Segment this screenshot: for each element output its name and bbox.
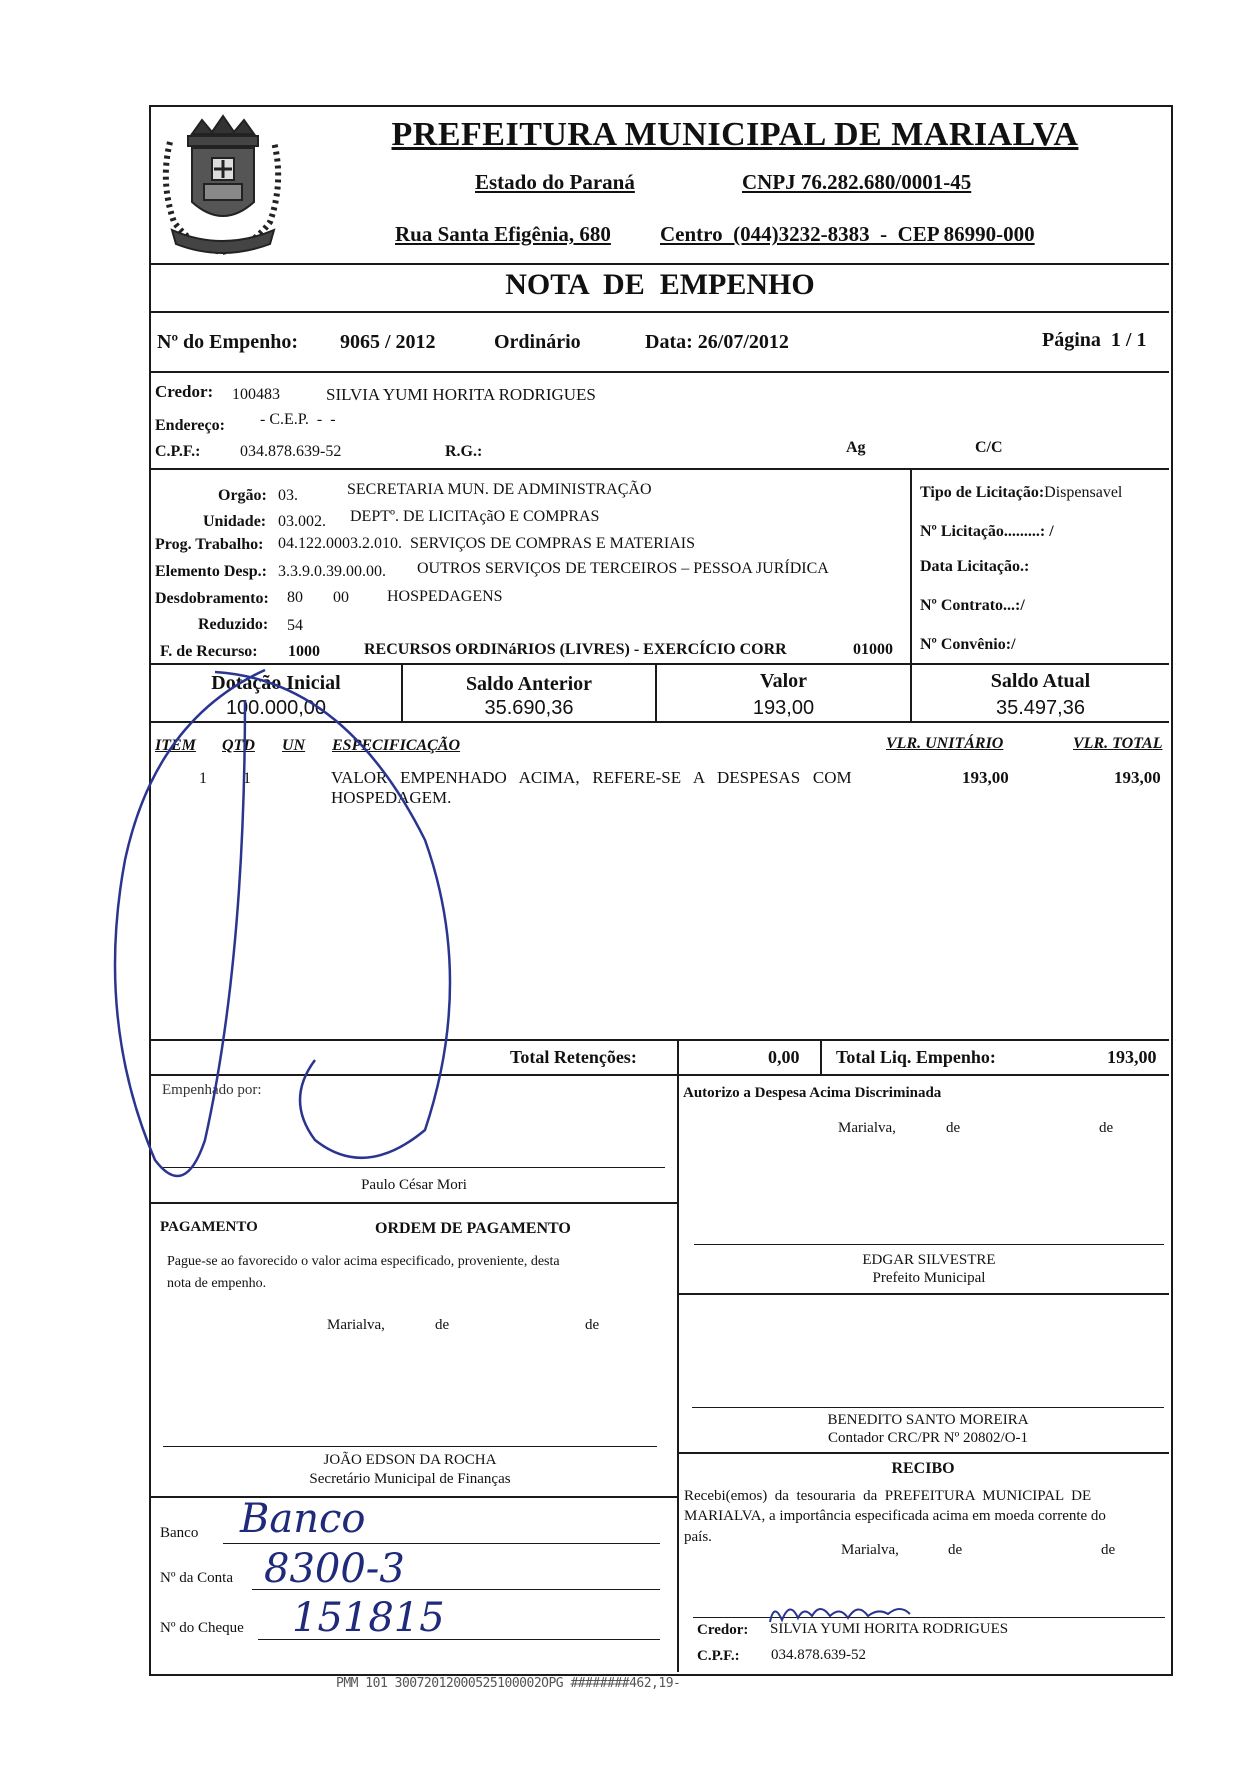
recurso-num: 01000 xyxy=(853,641,893,658)
empenho-number-label: Nº do Empenho: xyxy=(157,331,299,353)
secretario-cargo: Secretário Municipal de Finanças xyxy=(309,1471,511,1487)
elemento-code: 3.3.9.0.39.00.00. xyxy=(278,563,386,580)
col-qtd: QTD xyxy=(222,737,255,754)
col-item: ITEM xyxy=(155,737,196,754)
desdobramento-b: 00 xyxy=(333,589,349,606)
total-retencoes-label: Total Retenções: xyxy=(510,1047,637,1067)
header-title: PREFEITURA MUNICIPAL DE MARIALVA xyxy=(391,116,1079,153)
orgao-label: Orgão: xyxy=(218,487,267,504)
data-licitacao: Data Licitação.: xyxy=(920,558,1030,575)
total-liq-label: Total Liq. Empenho: xyxy=(836,1047,996,1067)
col-un: UN xyxy=(282,737,306,754)
tipo-licitacao-value: Dispensavel xyxy=(1044,484,1123,501)
desdobramento-label: Desdobramento: xyxy=(155,590,269,607)
recibo-title: RECIBO xyxy=(891,1460,955,1477)
item-number: 1 xyxy=(199,770,207,787)
recibo-cpf-label: C.P.F.: xyxy=(697,1648,740,1664)
ordem-pagamento-label: ORDEM DE PAGAMENTO xyxy=(375,1220,571,1237)
empenhado-nome: Paulo César Mori xyxy=(361,1177,467,1193)
col-vlr-total: VLR. TOTAL xyxy=(1073,735,1163,752)
recurso-label: F. de Recurso: xyxy=(160,643,258,660)
saldo-atual-label: Saldo Atual xyxy=(990,670,1091,692)
cpf-value: 034.878.639-52 xyxy=(240,443,342,460)
col-especificacao: ESPECIFICAÇÃO xyxy=(332,737,461,754)
recibo-cpf: 034.878.639-52 xyxy=(771,1647,866,1663)
pagamento-de-b: de xyxy=(585,1317,600,1333)
unidade-name: DEPTº. DE LICITAçãO E COMPRAS xyxy=(350,508,600,525)
autorizo-city: Marialva, xyxy=(838,1120,896,1136)
prog-value: 04.122.0003.2.010. SERVIÇOS DE COMPRAS E MATERIAIS xyxy=(278,535,695,552)
contador-cargo: Contador CRC/PR Nº 20802/O-1 xyxy=(827,1430,1029,1446)
recibo-de: de xyxy=(948,1542,963,1558)
ag-label: Ag xyxy=(846,439,866,456)
page-number: Página 1 / 1 xyxy=(1042,329,1147,351)
prefeito-nome: EDGAR SILVESTRE xyxy=(862,1252,996,1268)
conta-label: Nº da Conta xyxy=(160,1570,233,1586)
credor-label: Credor: xyxy=(155,382,214,401)
pagamento-text-line2: nota de empenho. xyxy=(167,1276,267,1291)
empenho-number: 9065 / 2012 xyxy=(340,331,436,353)
valor-value: 193,00 xyxy=(752,697,815,719)
pagamento-text-line1: Pague-se ao favorecido o valor acima especificado, proveniente, desta xyxy=(167,1254,560,1269)
item-row xyxy=(151,765,1169,825)
credor-code: 100483 xyxy=(232,386,280,403)
recurso-code: 1000 xyxy=(288,643,320,660)
reduzido-label: Reduzido: xyxy=(198,616,269,633)
pagamento-city: Marialva, xyxy=(327,1317,385,1333)
dotacao-inicial-value: 100.000,00 xyxy=(225,697,327,719)
cheque-handwritten: 151815 xyxy=(292,1595,445,1641)
tipo-licitacao xyxy=(920,484,1122,502)
desdobramento-a: 80 xyxy=(287,589,303,606)
item-description-line2: HOSPEDAGEM. xyxy=(331,788,452,807)
pagamento-label: PAGAMENTO xyxy=(160,1219,258,1235)
cep: - C.E.P. - - xyxy=(260,411,336,428)
receiver-signature xyxy=(760,1592,980,1632)
prog-label: Prog. Trabalho: xyxy=(155,536,264,553)
rg-label: R.G.: xyxy=(445,443,483,460)
item-description-line1: VALOR EMPENHADO ACIMA, REFERE-SE A DESPESAS COM xyxy=(331,768,852,787)
recibo-line1: Recebi(emos) da tesouraria da PREFEITURA MUNICIPAL DE xyxy=(684,1488,1092,1504)
recibo-city: Marialva, xyxy=(841,1542,899,1558)
footer-code: PMM 101 30072012000525100002OPG ########462,19- xyxy=(336,1676,681,1691)
item-unit-value: 193,00 xyxy=(962,768,1009,787)
header-address: Rua Santa Efigênia, 680 xyxy=(395,222,611,246)
item-qtd: 1 xyxy=(243,770,251,787)
conta-handwritten: 8300-3 xyxy=(264,1546,405,1592)
orgao-name: SECRETARIA MUN. DE ADMINISTRAÇÃO xyxy=(347,481,652,498)
recibo-line2: MARIALVA, a importância especificada acima em moeda corrente do xyxy=(684,1508,1106,1524)
unidade-code: 03.002. xyxy=(278,513,326,530)
recibo-credor-nome: SILVIA YUMI HORITA RODRIGUES xyxy=(770,1621,1009,1637)
empenhado-label: Empenhado por: xyxy=(162,1082,262,1098)
saldo-anterior-value: 35.690,36 xyxy=(484,697,574,719)
recibo-de-b: de xyxy=(1101,1542,1116,1558)
item-total-value: 193,00 xyxy=(1114,768,1161,787)
total-retencoes-value: 0,00 xyxy=(768,1047,800,1067)
header-contact: Centro (044)3232-8383 - CEP 86990-000 xyxy=(660,222,1035,246)
recibo-line3: país. xyxy=(684,1529,712,1545)
saldo-anterior-label: Saldo Anterior xyxy=(465,673,593,695)
contador-nome: BENEDITO SANTO MOREIRA xyxy=(827,1412,1029,1428)
empenho-date: Data: 26/07/2012 xyxy=(645,331,789,353)
tipo-licitacao-label: Tipo de Licitação: xyxy=(920,484,1045,501)
elemento-name: OUTROS SERVIÇOS DE TERCEIROS – PESSOA JURÍDICA xyxy=(417,560,829,577)
secretario-nome: JOÃO EDSON DA ROCHA xyxy=(323,1452,497,1468)
numero-contrato: Nº Contrato...:/ xyxy=(920,597,1025,614)
pagamento-de: de xyxy=(435,1317,450,1333)
credor-name: SILVIA YUMI HORITA RODRIGUES xyxy=(326,385,596,404)
reduzido-value: 54 xyxy=(287,617,303,634)
desdobramento-name: HOSPEDAGENS xyxy=(387,588,503,605)
header-cnpj: CNPJ 76.282.680/0001-45 xyxy=(742,170,972,194)
numero-convenio: Nº Convênio:/ xyxy=(920,636,1016,653)
valor-label: Valor xyxy=(759,670,808,692)
banco-label: Banco xyxy=(160,1525,199,1541)
cheque-label: Nº do Cheque xyxy=(160,1620,244,1636)
autorizo-de-b: de xyxy=(1099,1120,1114,1136)
elemento-label: Elemento Desp.: xyxy=(155,563,267,580)
autorizo-de: de xyxy=(946,1120,961,1136)
banco-handwritten: Banco xyxy=(240,1496,366,1542)
autorizo-label: Autorizo a Despesa Acima Discriminada xyxy=(683,1085,942,1101)
dotacao-inicial-label: Dotação Inicial xyxy=(211,672,341,694)
recibo-credor-label: Credor: xyxy=(697,1622,749,1638)
recurso-name: RECURSOS ORDINáRIOS (LIVRES) - EXERCÍCIO CORR xyxy=(364,641,787,658)
saldo-atual-value: 35.497,36 xyxy=(996,697,1085,719)
numero-licitacao: Nº Licitação.........: / xyxy=(920,523,1054,540)
total-liq-value: 193,00 xyxy=(1107,1047,1157,1067)
municipal-crest-logo xyxy=(152,112,294,260)
document-title: NOTA DE EMPENHO xyxy=(505,268,815,301)
col-vlr-unitario: VLR. UNITÁRIO xyxy=(886,735,1004,752)
header-state: Estado do Paraná xyxy=(475,170,635,194)
cc-label: C/C xyxy=(975,439,1003,456)
unidade-label: Unidade: xyxy=(203,513,267,530)
endereco-label: Endereço: xyxy=(155,417,225,434)
empenho-type: Ordinário xyxy=(494,331,581,353)
cpf-label: C.P.F.: xyxy=(155,443,201,460)
orgao-code: 03. xyxy=(278,487,298,504)
prefeito-cargo: Prefeito Municipal xyxy=(872,1270,986,1286)
